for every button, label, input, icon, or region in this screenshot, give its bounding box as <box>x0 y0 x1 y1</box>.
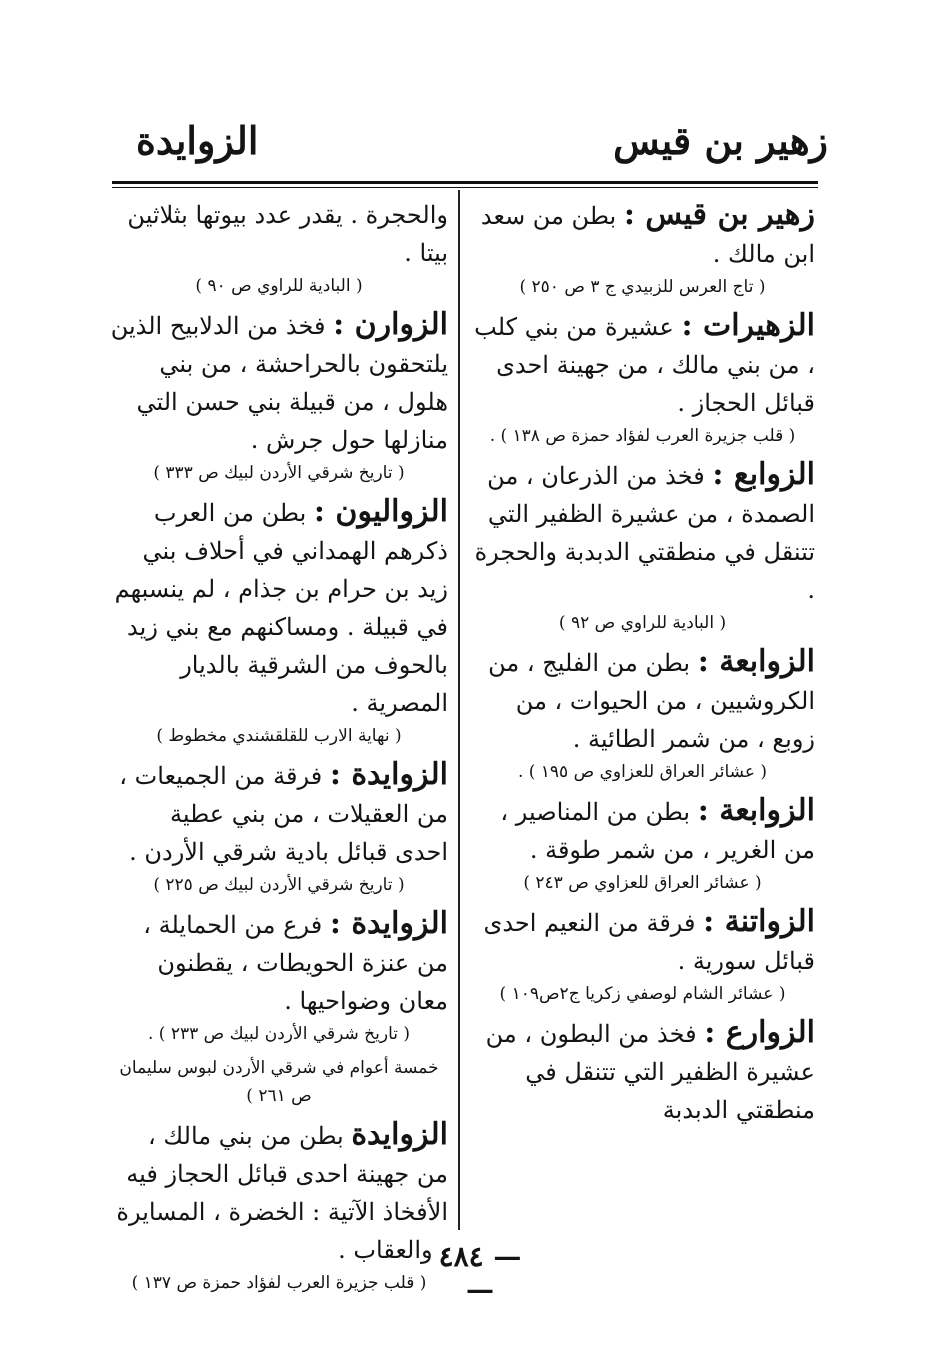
entry-definition: فخذ من البطون ، من عشيرة الظفير التي تتنقل في منطقتي الدبدبة <box>485 1020 815 1124</box>
running-head-right: زهير بن قيس <box>613 118 828 163</box>
entry-definition: بطن من بني مالك ، من جهينة احدى قبائل الحجاز فيه الأفخاذ الآتية : الخضرة ، المسايرة ، والعقاب . <box>116 1122 448 1264</box>
entry-headword: الزوايدة : <box>329 757 448 792</box>
entry-headword: الزهيرات : <box>681 308 815 343</box>
entry-headword: الزواليون : <box>313 494 448 529</box>
entry-definition: فخذ من الذرعان ، من الصمدة ، من عشيرة الظفير التي تتنقل في منطقتي الدبدبة والحجرة . <box>474 462 815 604</box>
entry-headword: الزوايدة : <box>329 906 448 941</box>
header-rule-thick <box>112 181 818 184</box>
entry-definition: بطن من المناصير ، من الغرير ، من شمر طوقة . <box>500 798 815 864</box>
entry-definition: بطن من الفليج ، من الكروشيين ، من الحيوات ، من زوبع ، من شمر الطائية . <box>488 649 815 753</box>
entry-source: ( عشائر الشام لوصفي زكريا ج٢ص١٠٩ ) <box>499 984 786 1004</box>
entry-source: ( عشائر العراق للعزاوي ص ٢٤٣ ) <box>523 873 762 893</box>
entry-source: ( تاج العرس للزبيدي ج ٣ ص ٢٥٠ ) <box>519 277 766 297</box>
entry-source: ( تاريخ شرقي الأردن لبيك ص ٣٣٣ ) <box>153 463 405 483</box>
header-rule-thin <box>112 187 818 188</box>
entry-source: ( نهاية الارب للقلقشندي مخطوط ) <box>156 726 402 746</box>
page-number: — ٤٨٤ — <box>438 1240 522 1306</box>
entry-definition: فرع من الحمايلة ، من عنزة الحويطات ، يقطنون معان وضواحيها . <box>143 911 448 1015</box>
entry-headword: زهير بن قيس : <box>623 197 815 232</box>
dictionary-entry <box>470 456 815 637</box>
running-head-left: الزوايدة <box>136 118 259 163</box>
dictionary-entry <box>470 196 815 301</box>
entry-source: ( البادية للراوي ص ٩٢ ) <box>558 613 727 633</box>
dictionary-entry <box>110 306 448 487</box>
dictionary-entry <box>110 756 448 899</box>
dictionary-entry <box>470 903 815 1008</box>
dictionary-entry <box>470 307 815 450</box>
entry-definition: فرقة من الجميعات ، من العقيلات ، من بني عطية احدى قبائل بادية شرقي الأردن . <box>119 762 448 866</box>
entry-headword: الزوايدة <box>351 1117 448 1152</box>
dictionary-entry <box>110 493 448 750</box>
column-divider <box>458 190 460 1230</box>
entry-source: خمسة أعوام في شرقي الأردن لبوس سليمان ص ٢٦١ ) <box>119 1058 439 1106</box>
entry-definition: عشيرة من بني كلب ، من بني مالك ، من جهينة احدى قبائل الحجاز . <box>474 313 815 417</box>
dictionary-entry <box>110 1054 448 1110</box>
entry-headword: الزوابعة : <box>697 644 815 679</box>
entry-definition: والحجرة . يقدر عدد بيوتها بثلاثين بيتا . <box>127 201 448 267</box>
entry-source: ( تاريخ شرقي الأردن لبيك ص ٢٣٣ ) . <box>147 1024 411 1044</box>
dictionary-entry <box>110 196 448 300</box>
entry-headword: الزوابعة : <box>697 793 815 828</box>
dictionary-entry <box>470 643 815 786</box>
entry-source: ( عشائر العراق للعزاوي ص ١٩٥ ) . <box>517 762 768 782</box>
entry-source: ( قلب جزيرة العرب لفؤاد حمزة ص ١٣٨ ) . <box>489 426 796 446</box>
entry-source: ( البادية للراوي ص ٩٠ ) <box>195 276 363 296</box>
dictionary-entry <box>470 1014 815 1129</box>
entry-definition: فرقة من النعيم احدى قبائل سورية . <box>483 909 815 975</box>
left-column <box>110 196 448 1303</box>
entry-definition: بطن من العرب ذكرهم الهمداني في أحلاف بني زيد بن حرام بن جذام ، لم ينسبهم في قبيلة . ومساكنهم مع بني زيد بالحوف من الشرقية بالديار المصرية . <box>114 499 448 717</box>
right-column <box>470 196 815 1129</box>
entry-definition: بطن من سعد ابن مالك . <box>480 202 815 268</box>
entry-definition: فخذ من الدلابيح الذين يلتحقون بالحراحشة ، من بني هلول ، من قبيلة بني حسن التي منازلها حول جرش . <box>110 312 448 454</box>
entry-source: ( تاريخ شرقي الأردن لبيك ص ٢٢٥ ) <box>153 875 405 895</box>
entry-headword: الزوارن : <box>333 307 448 342</box>
dictionary-entry <box>110 1116 448 1297</box>
entry-source: ( قلب جزيرة العرب لفؤاد حمزة ص ١٣٧ ) <box>131 1273 427 1293</box>
dictionary-entry <box>470 792 815 897</box>
dictionary-entry <box>110 905 448 1048</box>
entry-headword: الزوارع : <box>704 1015 815 1050</box>
entry-headword: الزواتنة : <box>703 904 815 939</box>
entry-headword: الزوابع : <box>712 457 815 492</box>
